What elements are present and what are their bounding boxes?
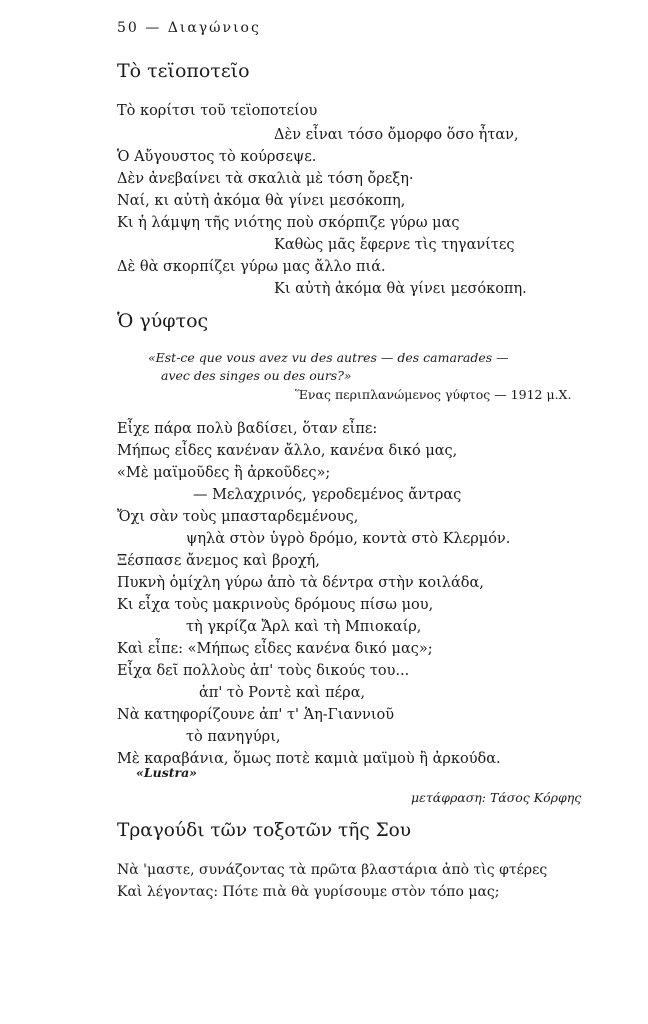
- poem-line: Δὲν εἶναι τόσο ὄμορφο ὅσο ἦταν,: [274, 127, 519, 143]
- poem-title-teahouse: Τὸ τεϊοποτεῖο: [117, 60, 250, 82]
- poem-line: τὸ πανηγύρι,: [186, 729, 281, 745]
- poem-line: Μὲ καραβάνια, ὅμως ποτὲ καμιὰ μαϊμοὺ ἢ ἀρκούδα.: [117, 751, 501, 767]
- poem-line: — Μελαχρινός, γεροδεμένος ἄντρας: [193, 487, 462, 503]
- poem-title-gypsy: Ὁ γύφτος: [117, 310, 209, 332]
- epigraph-line: «Est-ce que vous avez vu des autres — des camarades —: [148, 350, 509, 365]
- poem-line: Ξέσπασε ἄνεμος καὶ βροχή,: [117, 553, 320, 569]
- translation-credit: [411, 790, 581, 805]
- page-header: 50 — Διαγώνιος: [117, 20, 261, 36]
- poem-line: Τὸ κορίτσι τοῦ τεϊοποτείου: [117, 103, 318, 119]
- poem-line: Εἶχα δεῖ πολλοὺς ἀπ' τοὺς δικούς του...: [117, 663, 410, 679]
- poem-line: ψηλὰ στὸν ὑγρὸ δρόμο, κοντὰ στὸ Κλερμόν.: [186, 531, 511, 547]
- poem-line: Μήπως εἶδες κανέναν ἄλλο, κανένα δικό μας,: [117, 443, 458, 459]
- translator-name: Τάσος Κόρφης: [489, 790, 582, 805]
- poem-line: Κι εἶχα τοὺς μακρινοὺς δρόμους πίσω μου,: [117, 597, 434, 613]
- poem-line: Νὰ 'μαστε, συνάζοντας τὰ πρῶτα βλαστάρια ἀπὸ τὶς φτέρες: [117, 862, 548, 878]
- poem-line: Κι ἡ λάμψη τῆς νιότης ποὺ σκόρπιζε γύρω μας: [117, 215, 460, 231]
- poem-line: Νὰ κατηφορίζουνε ἀπ' τ' Ἁη-Γιαννιοῦ: [117, 707, 395, 723]
- poem-line: «Μὲ μαϊμοῦδες ἢ ἀρκοῦδες»;: [117, 465, 331, 481]
- epigraph-source: Ἕνας περιπλανώμενος γύφτος — 1912 μ.Χ.: [295, 387, 572, 402]
- poem-title-archers: Τραγούδι τῶν τοξοτῶν τῆς Σου: [117, 820, 412, 841]
- epigraph-line: avec des singes ou des ours?»: [161, 368, 352, 383]
- poem-line: Καθὼς μᾶς ἔφερνε τὶς τηγανίτες: [274, 237, 515, 253]
- poem-line: Ναί, κι αὐτὴ ἀκόμα θὰ γίνει μεσόκοπη,: [117, 193, 406, 209]
- poem-line: Κι αὐτὴ ἀκόμα θὰ γίνει μεσόκοπη.: [274, 281, 527, 297]
- poem-line: Καὶ εἶπε: «Μήπως εἶδες κανένα δικό μας»;: [117, 641, 433, 657]
- poem-line: Ὄχι σὰν τοὺς μπασταρδεμένους,: [117, 509, 359, 525]
- poem-line: Εἶχε πάρα πολὺ βαδίσει, ὅταν εἶπε:: [117, 421, 378, 437]
- poem-line: ἀπ' τὸ Ροντὲ καὶ πέρα,: [199, 685, 366, 701]
- poem-line: Δὲν ἀνεβαίνει τὰ σκαλιὰ μὲ τόση ὄρεξη·: [117, 171, 414, 187]
- poem-line: Ὁ Αὔγουστος τὸ κούρσεψε.: [117, 149, 317, 165]
- translation-label: μετάφραση:: [411, 790, 486, 805]
- poem-line: τὴ γκρίζα Ἄρλ καὶ τὴ Μπιοκαίρ,: [186, 619, 422, 635]
- poem-source: «Lustra»: [136, 765, 197, 780]
- poem-line: Δὲ θὰ σκορπίζει γύρω μας ἄλλο πιά.: [117, 259, 386, 275]
- poem-line: Πυκνὴ ὁμίχλη γύρω ἀπὸ τὰ δέντρα στὴν κοιλάδα,: [117, 575, 484, 591]
- poem-line: Καὶ λέγοντας: Πότε πιὰ θὰ γυρίσουμε στὸν τόπο μας;: [117, 884, 500, 900]
